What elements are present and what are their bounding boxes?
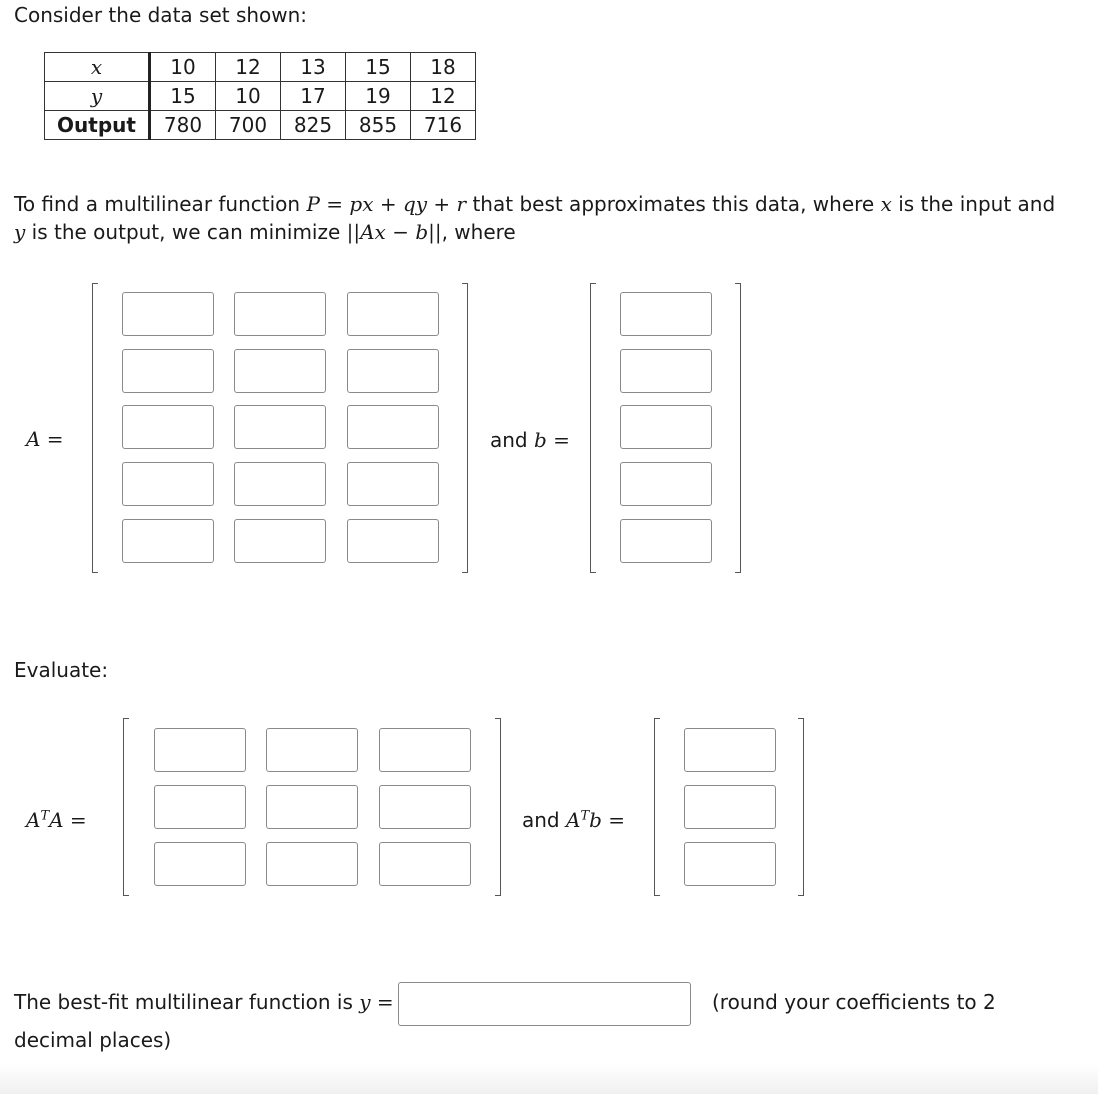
- matrix-ata-input-r3c1[interactable]: [154, 842, 246, 886]
- math-transpose: T: [580, 808, 590, 824]
- table-cell: 10: [150, 53, 216, 82]
- rounding-note: (round your coefficients to 2: [712, 990, 996, 1014]
- table-cell: 700: [216, 111, 281, 140]
- row-label-x: x: [45, 53, 150, 82]
- row-label-y: y: [45, 82, 150, 111]
- table-cell: 18: [411, 53, 476, 82]
- matrix-a-input-r1c3[interactable]: [347, 292, 439, 336]
- math-var-b: b: [533, 428, 547, 452]
- matrix-a-input-r2c2[interactable]: [234, 349, 326, 393]
- matrix-ata-input-r1c1[interactable]: [154, 728, 246, 772]
- table-cell: 19: [346, 82, 411, 111]
- matrix-a-input-r5c2[interactable]: [234, 519, 326, 563]
- vector-atb-input-r2c1[interactable]: [684, 785, 776, 829]
- b-label-and: and: [490, 428, 534, 452]
- matrix-ata-input-r2c1[interactable]: [154, 785, 246, 829]
- intro-text: Consider the data set shown:: [14, 3, 308, 27]
- b-label: [490, 428, 570, 452]
- matrix-a-input-r4c2[interactable]: [234, 462, 326, 506]
- matrix-a-input-r2c1[interactable]: [122, 349, 214, 393]
- best-fit-input[interactable]: [398, 982, 691, 1026]
- table-row: [45, 82, 476, 111]
- table-cell: 12: [411, 82, 476, 111]
- row-label-output: Output: [45, 111, 150, 140]
- table-cell: 15: [150, 82, 216, 111]
- right-bracket: [462, 283, 468, 573]
- best-fit-text: The best-fit multilinear function is: [14, 990, 360, 1014]
- matrix-a-input-r4c3[interactable]: [347, 462, 439, 506]
- matrix-ata-input-r2c3[interactable]: [379, 785, 471, 829]
- table-cell: 10: [216, 82, 281, 111]
- table-cell: 855: [346, 111, 411, 140]
- math-transpose: T: [40, 808, 50, 824]
- table-cell: 15: [346, 53, 411, 82]
- ata-label: [26, 808, 87, 832]
- math-var-p: P: [306, 192, 320, 216]
- right-bracket: [735, 283, 741, 573]
- vector-b-input-r4c1[interactable]: [620, 462, 712, 506]
- vector-b-input-r2c1[interactable]: [620, 349, 712, 393]
- table-cell: 17: [281, 82, 346, 111]
- math-equals: =: [63, 808, 87, 832]
- matrix-ata-input-r3c2[interactable]: [266, 842, 358, 886]
- evaluate-label: Evaluate:: [14, 658, 109, 682]
- math-var-a: A: [26, 808, 41, 832]
- math-var-a: A: [49, 808, 64, 832]
- math-var-x: x: [880, 192, 892, 216]
- math-equals: =: [601, 808, 626, 832]
- matrix-ata-input-r3c3[interactable]: [379, 842, 471, 886]
- paragraph-text: , where: [441, 220, 516, 244]
- left-bracket: [590, 283, 596, 573]
- atb-label: [522, 808, 625, 832]
- matrix-ata-input-r2c2[interactable]: [266, 785, 358, 829]
- left-bracket: [92, 283, 98, 573]
- paragraph-text: To find a multilinear function: [14, 192, 307, 216]
- vector-b-input-r3c1[interactable]: [620, 405, 712, 449]
- math-formula: px + qy + r: [349, 192, 467, 216]
- math-equals: =: [546, 428, 570, 452]
- matrix-a-input-r3c1[interactable]: [122, 405, 214, 449]
- atb-label-and: and: [522, 808, 566, 832]
- matrix-a-label: A =: [26, 427, 64, 451]
- table-cell: 12: [216, 53, 281, 82]
- matrix-ata-input-r1c3[interactable]: [379, 728, 471, 772]
- vector-b-input-r5c1[interactable]: [620, 519, 712, 563]
- left-bracket: [654, 718, 660, 896]
- math-norm: ||Ax − b||: [346, 220, 442, 244]
- best-fit-prompt: [14, 990, 394, 1014]
- paragraph-text: is the input and: [891, 192, 1056, 216]
- vector-atb-input-r3c1[interactable]: [684, 842, 776, 886]
- math-var-y: y: [14, 220, 26, 244]
- matrix-a-input-r5c1[interactable]: [122, 519, 214, 563]
- right-bracket: [495, 718, 501, 896]
- math-var-y: y: [359, 990, 371, 1014]
- math-equals: =: [370, 990, 394, 1014]
- table-row: [45, 53, 476, 82]
- math-var-b: b: [589, 808, 602, 832]
- data-table: [44, 52, 476, 140]
- paragraph-text: that best approximates this data, where: [466, 192, 881, 216]
- math-equals: =: [319, 192, 350, 216]
- bottom-shade: [0, 1064, 1098, 1094]
- matrix-a-input-r5c3[interactable]: [347, 519, 439, 563]
- vector-b-input-r1c1[interactable]: [620, 292, 712, 336]
- math-var-a: A: [565, 808, 581, 832]
- problem-paragraph: [14, 190, 1084, 246]
- table-row: [45, 111, 476, 140]
- table-cell: 780: [150, 111, 216, 140]
- table-cell: 13: [281, 53, 346, 82]
- left-bracket: [123, 718, 129, 896]
- matrix-a-input-r1c2[interactable]: [234, 292, 326, 336]
- paragraph-text: is the output, we can minimize: [25, 220, 347, 244]
- matrix-a-input-r3c2[interactable]: [234, 405, 326, 449]
- matrix-a-input-r2c3[interactable]: [347, 349, 439, 393]
- matrix-a-input-r3c3[interactable]: [347, 405, 439, 449]
- rounding-note-continued: decimal places): [14, 1028, 172, 1052]
- matrix-ata-input-r1c2[interactable]: [266, 728, 358, 772]
- right-bracket: [798, 718, 804, 896]
- table-cell: 716: [411, 111, 476, 140]
- matrix-a-input-r4c1[interactable]: [122, 462, 214, 506]
- vector-atb-input-r1c1[interactable]: [684, 728, 776, 772]
- matrix-a-input-r1c1[interactable]: [122, 292, 214, 336]
- table-cell: 825: [281, 111, 346, 140]
